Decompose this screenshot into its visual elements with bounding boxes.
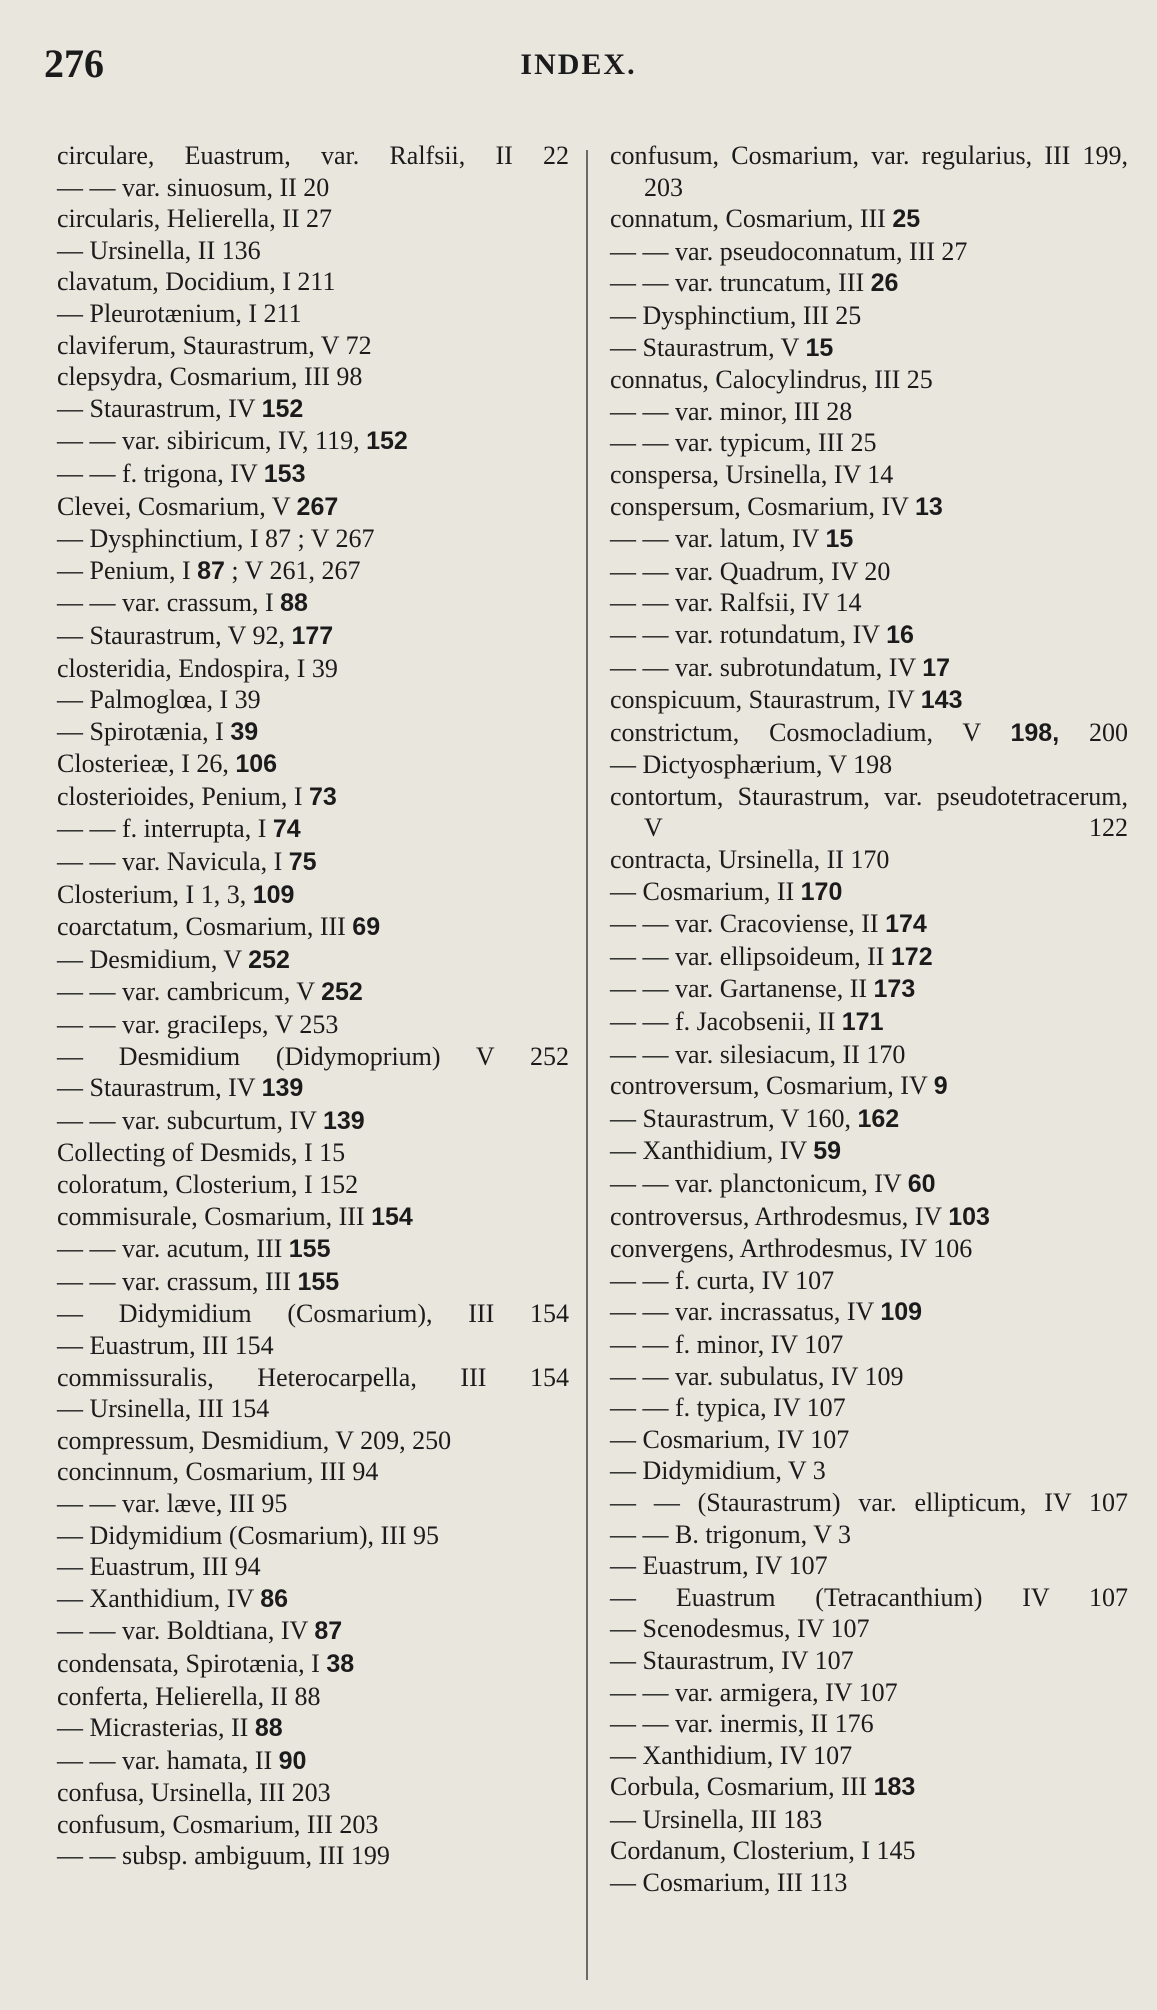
index-entry: — — var. graciIeps, V 253 <box>57 1010 339 1040</box>
index-entry: convergens, Arthrodesmus, IV 106 <box>610 1234 973 1264</box>
index-entry: Closterieæ, I 26, 106 <box>57 749 278 779</box>
index-entry: — — var. latum, IV 15 <box>610 524 854 554</box>
index-entry: — — B. trigonum, V 3 <box>610 1519 852 1549</box>
index-entry: closteridia, Endospira, I 39 <box>57 653 338 683</box>
index-entry: — — var. sinuosum, II 20 <box>57 172 330 202</box>
index-entry: contortum, Staurastrum, var. pseudotetracerum, V 122 <box>610 781 1128 843</box>
page-header <box>0 40 1157 90</box>
running-title: INDEX. <box>520 48 637 81</box>
index-entry: conspersa, Ursinella, IV 14 <box>610 459 894 489</box>
index-entry: — Pleurotænium, I 211 <box>57 298 302 328</box>
index-entry: — — var. acutum, III 155 <box>57 1234 331 1264</box>
index-entry: — — var. Ralfsii, IV 14 <box>610 588 862 618</box>
index-entry: Clevei, Cosmarium, V 267 <box>57 491 339 521</box>
index-entry: conspicuum, Staurastrum, IV 143 <box>610 685 963 715</box>
index-entry: confusa, Ursinella, III 203 <box>57 1778 331 1808</box>
index-entry: — — var. crassum, III 155 <box>57 1266 340 1296</box>
index-entry: — — f. interrupta, I 74 <box>57 814 301 844</box>
index-entry: — Staurastrum, IV 139 <box>57 1073 304 1103</box>
index-entry: — Didymidium (Cosmarium), III 154 <box>57 1299 569 1329</box>
index-entry: — Dictyosphærium, V 198 <box>610 750 893 780</box>
index-entry: — Micrasterias, II 88 <box>57 1713 283 1743</box>
index-column-right <box>610 140 1128 1899</box>
index-entry: — Didymidium (Cosmarium), III 95 <box>57 1520 440 1550</box>
index-entry: — — f. Jacobsenii, II 171 <box>610 1007 884 1037</box>
index-entry: Cordanum, Closterium, I 145 <box>610 1836 916 1866</box>
index-entry: — Scenodesmus, IV 107 <box>610 1614 870 1644</box>
index-entry: — — var. læve, III 95 <box>57 1488 288 1518</box>
column-divider <box>586 150 588 1980</box>
index-entry: — Staurastrum, IV 107 <box>610 1645 854 1675</box>
index-entry: controversum, Cosmarium, IV 9 <box>610 1071 948 1101</box>
index-entry: — Cosmarium, III 113 <box>610 1868 848 1898</box>
index-entry: — — var. sibiricum, IV, 119, 152 <box>57 426 408 456</box>
index-entry: — Euastrum, III 94 <box>57 1552 261 1582</box>
index-entry: — Euastrum, IV 107 <box>610 1551 828 1581</box>
index-entry: connatum, Cosmarium, III 25 <box>610 204 921 234</box>
index-entry: — Desmidium (Didymoprium) V 252 <box>57 1041 569 1071</box>
index-entry: — Didymidium, V 3 <box>610 1456 826 1486</box>
index-entry: — — var. rotundatum, IV 16 <box>610 619 914 649</box>
index-entry: — — f. minor, IV 107 <box>610 1329 844 1359</box>
index-entry: — — f. typica, IV 107 <box>610 1393 846 1423</box>
index-entry: — — var. Quadrum, IV 20 <box>610 556 891 586</box>
index-entry: compressum, Desmidium, V 209, 250 <box>57 1425 452 1455</box>
index-entry: — Xanthidium, IV 86 <box>57 1583 288 1613</box>
index-entry: clepsydra, Cosmarium, III 98 <box>57 362 363 392</box>
index-entry: connatus, Calocylindrus, III 25 <box>610 365 933 395</box>
index-entry: — Staurastrum, V 15 <box>610 332 834 362</box>
index-entry: controversus, Arthrodesmus, IV 103 <box>610 1201 990 1231</box>
index-entry: commisurale, Cosmarium, III 154 <box>57 1201 413 1231</box>
index-entry: — Spirotænia, I 39 <box>57 716 259 746</box>
index-entry: — Xanthidium, IV 107 <box>610 1740 853 1770</box>
index-entry: — — var. crassum, I 88 <box>57 588 308 618</box>
index-entry: — Euastrum, III 154 <box>57 1330 274 1360</box>
index-entry: commissuralis, Heterocarpella, III 154 <box>57 1362 569 1392</box>
index-entry: coloratum, Closterium, I 152 <box>57 1170 359 1199</box>
index-entry: — — (Staurastrum) var. ellipticum, IV 107 <box>610 1487 1128 1517</box>
index-entry: — Staurastrum, V 160, 162 <box>610 1103 900 1133</box>
index-entry: — Desmidium, V 252 <box>57 944 290 974</box>
index-entry: — Ursinella, III 154 <box>57 1394 270 1424</box>
index-entry: closterioides, Penium, I 73 <box>57 781 337 811</box>
index-entry: — Xanthidium, IV 59 <box>610 1136 841 1166</box>
index-entry: — Dysphinctium, III 25 <box>610 300 862 330</box>
index-entry: — Palmoglœa, I 39 <box>57 685 261 715</box>
index-entry: — Euastrum (Tetracanthium) IV 107 <box>610 1582 1128 1612</box>
index-entry: confusum, Cosmarium, var. regularius, III 199, 203 <box>610 141 1128 202</box>
index-entry: — — f. curta, IV 107 <box>610 1265 835 1295</box>
index-entry: — Cosmarium, II 170 <box>610 876 843 906</box>
index-entry: — Penium, I 87 ; V 261, 267 <box>57 555 361 585</box>
index-entry: — Cosmarium, IV 107 <box>610 1424 850 1454</box>
index-entry: claviferum, Staurastrum, V 72 <box>57 330 372 360</box>
index-entry: — — var. truncatum, III 26 <box>610 268 899 298</box>
index-entry: Collecting of Desmids, I 15 <box>57 1138 346 1168</box>
index-entry: — — var. cambricum, V 252 <box>57 977 363 1007</box>
index-entry: circularis, Helierella, II 27 <box>57 204 333 234</box>
index-entry: circulare, Euastrum, var. Ralfsii, II 22 <box>57 141 569 170</box>
index-entry: — — var. pseudoconnatum, III 27 <box>610 236 968 266</box>
index-entry: — — f. trigona, IV 153 <box>57 458 306 488</box>
index-entry: — — var. hamata, II 90 <box>57 1745 307 1775</box>
index-entry: conspersum, Cosmarium, IV 13 <box>610 491 943 521</box>
index-entry: — Ursinella, III 183 <box>610 1804 823 1834</box>
index-entry: — — var. typicum, III 25 <box>610 428 877 458</box>
index-entry: concinnum, Cosmarium, III 94 <box>57 1457 379 1487</box>
index-entry: — — var. minor, III 28 <box>610 396 853 426</box>
index-entry: — — var. Gartanense, II 173 <box>610 974 916 1004</box>
index-entry: — Staurastrum, IV 152 <box>57 393 304 423</box>
index-entry: — — var. silesiacum, II 170 <box>610 1039 906 1069</box>
index-entry: — — var. subulatus, IV 109 <box>610 1361 904 1391</box>
index-entry: confusum, Cosmarium, III 203 <box>57 1809 379 1839</box>
index-entry: contracta, Ursinella, II 170 <box>610 845 890 875</box>
index-column-left <box>57 140 569 1872</box>
index-entry: — — var. armigera, IV 107 <box>610 1677 898 1707</box>
index-entry: — — subsp. ambiguum, III 199 <box>57 1841 390 1871</box>
index-entry: — — var. Cracoviense, II 174 <box>610 909 927 939</box>
index-entry: Corbula, Cosmarium, III 183 <box>610 1772 916 1802</box>
index-entry: condensata, Spirotænia, I 38 <box>57 1648 355 1678</box>
index-entry: — — var. subrotundatum, IV 17 <box>610 652 951 682</box>
index-entry: — — var. ellipsoideum, II 172 <box>610 941 933 971</box>
index-entry: clavatum, Docidium, I 211 <box>57 267 336 297</box>
index-entry: — — var. Boldtiana, IV 87 <box>57 1616 343 1646</box>
index-entry: — — var. inermis, II 176 <box>610 1709 874 1739</box>
index-entry: coarctatum, Cosmarium, III 69 <box>57 912 381 942</box>
index-entry: — — var. subcurtum, IV 139 <box>57 1105 365 1135</box>
index-entry: — Ursinella, II 136 <box>57 235 261 265</box>
index-entry: constrictum, Cosmocladium, V 198, 200 <box>610 717 1128 747</box>
index-entry: — — var. incrassatus, IV 109 <box>610 1297 923 1327</box>
index-entry: conferta, Helierella, II 88 <box>57 1681 321 1711</box>
index-entry: — — var. planctonicum, IV 60 <box>610 1169 936 1198</box>
page-number: 276 <box>44 41 104 86</box>
index-entry: — Staurastrum, V 92, 177 <box>57 620 334 650</box>
index-entry: — Dysphinctium, I 87 ; V 267 <box>57 524 375 554</box>
index-entry: Closterium, I 1, 3, 109 <box>57 879 295 909</box>
index-entry: — — var. Navicula, I 75 <box>57 847 317 877</box>
